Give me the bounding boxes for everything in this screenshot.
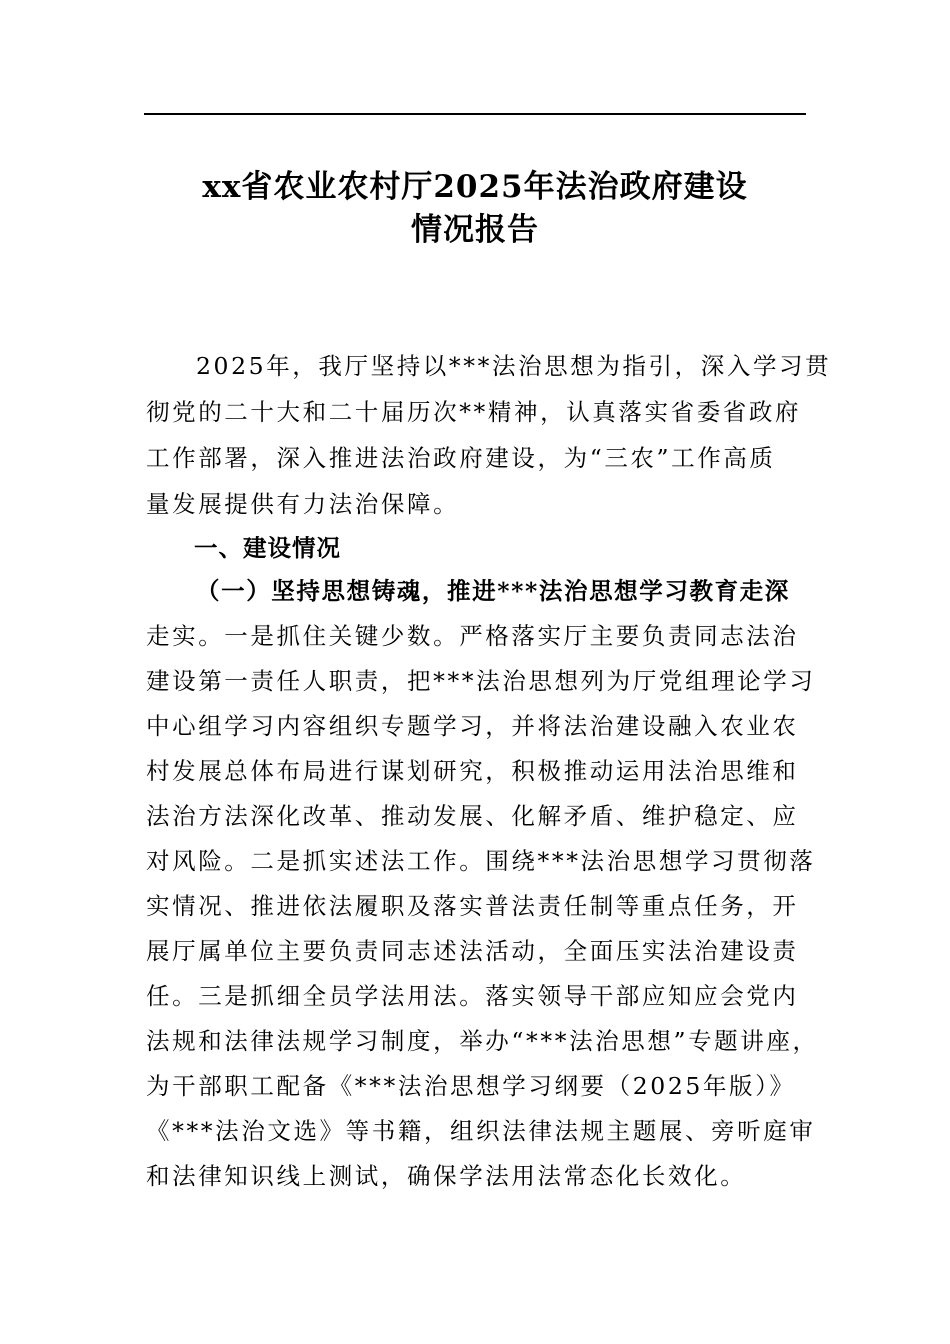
body-line: 法治方法深化改革、推动发展、化解矛盾、维护稳定、应 <box>146 802 799 830</box>
body-line: 建设第一责任人职责，把***法治思想列为厅党组理论学习 <box>146 667 816 695</box>
body-line: 村发展总体布局进行谋划研究，积极推动运用法治思维和 <box>146 757 799 785</box>
header-rule <box>144 113 806 115</box>
body-line: 为干部职工配备《***法治思想学习纲要（2025年版）》 <box>146 1072 796 1100</box>
document-title-line-1: xx省农业农村厅2025年法治政府建设 <box>202 169 748 205</box>
intro-line: 量发展提供有力法治保障。 <box>146 490 460 518</box>
intro-line: 工作部署，深入推进法治政府建设，为“三农”工作高质 <box>146 444 776 472</box>
body-line: 《***法治文选》等书籍，组织法律法规主题展、旁听庭审 <box>146 1117 816 1145</box>
document-title-line-2: 情况报告 <box>411 212 539 248</box>
subsection-heading: （一）坚持思想铸魂，推进***法治思想学习教育走深 <box>196 577 790 605</box>
intro-line: 彻党的二十大和二十届历次**精神，认真落实省委省政府 <box>146 398 802 426</box>
body-line: 法规和法律法规学习制度，举办“***法治思想”专题讲座， <box>146 1027 819 1055</box>
body-line: 走实。一是抓住关键少数。严格落实厅主要负责同志法治 <box>146 622 799 650</box>
section-heading: 一、建设情况 <box>194 534 341 562</box>
body-line: 实情况、推进依法履职及落实普法责任制等重点任务，开 <box>146 892 799 920</box>
intro-line: 2025年，我厅坚持以***法治思想为指引，深入学习贯 <box>196 352 832 380</box>
body-line: 展厅属单位主要负责同志述法活动，全面压实法治建设责 <box>146 937 799 965</box>
body-line: 任。三是抓细全员学法用法。落实领导干部应知应会党内 <box>146 982 799 1010</box>
body-line: 中心组学习内容组织专题学习，并将法治建设融入农业农 <box>146 712 799 740</box>
body-line: 对风险。二是抓实述法工作。围绕***法治思想学习贯彻落 <box>146 847 816 875</box>
body-line: 和法律知识线上测试，确保学法用法常态化长效化。 <box>146 1162 747 1190</box>
